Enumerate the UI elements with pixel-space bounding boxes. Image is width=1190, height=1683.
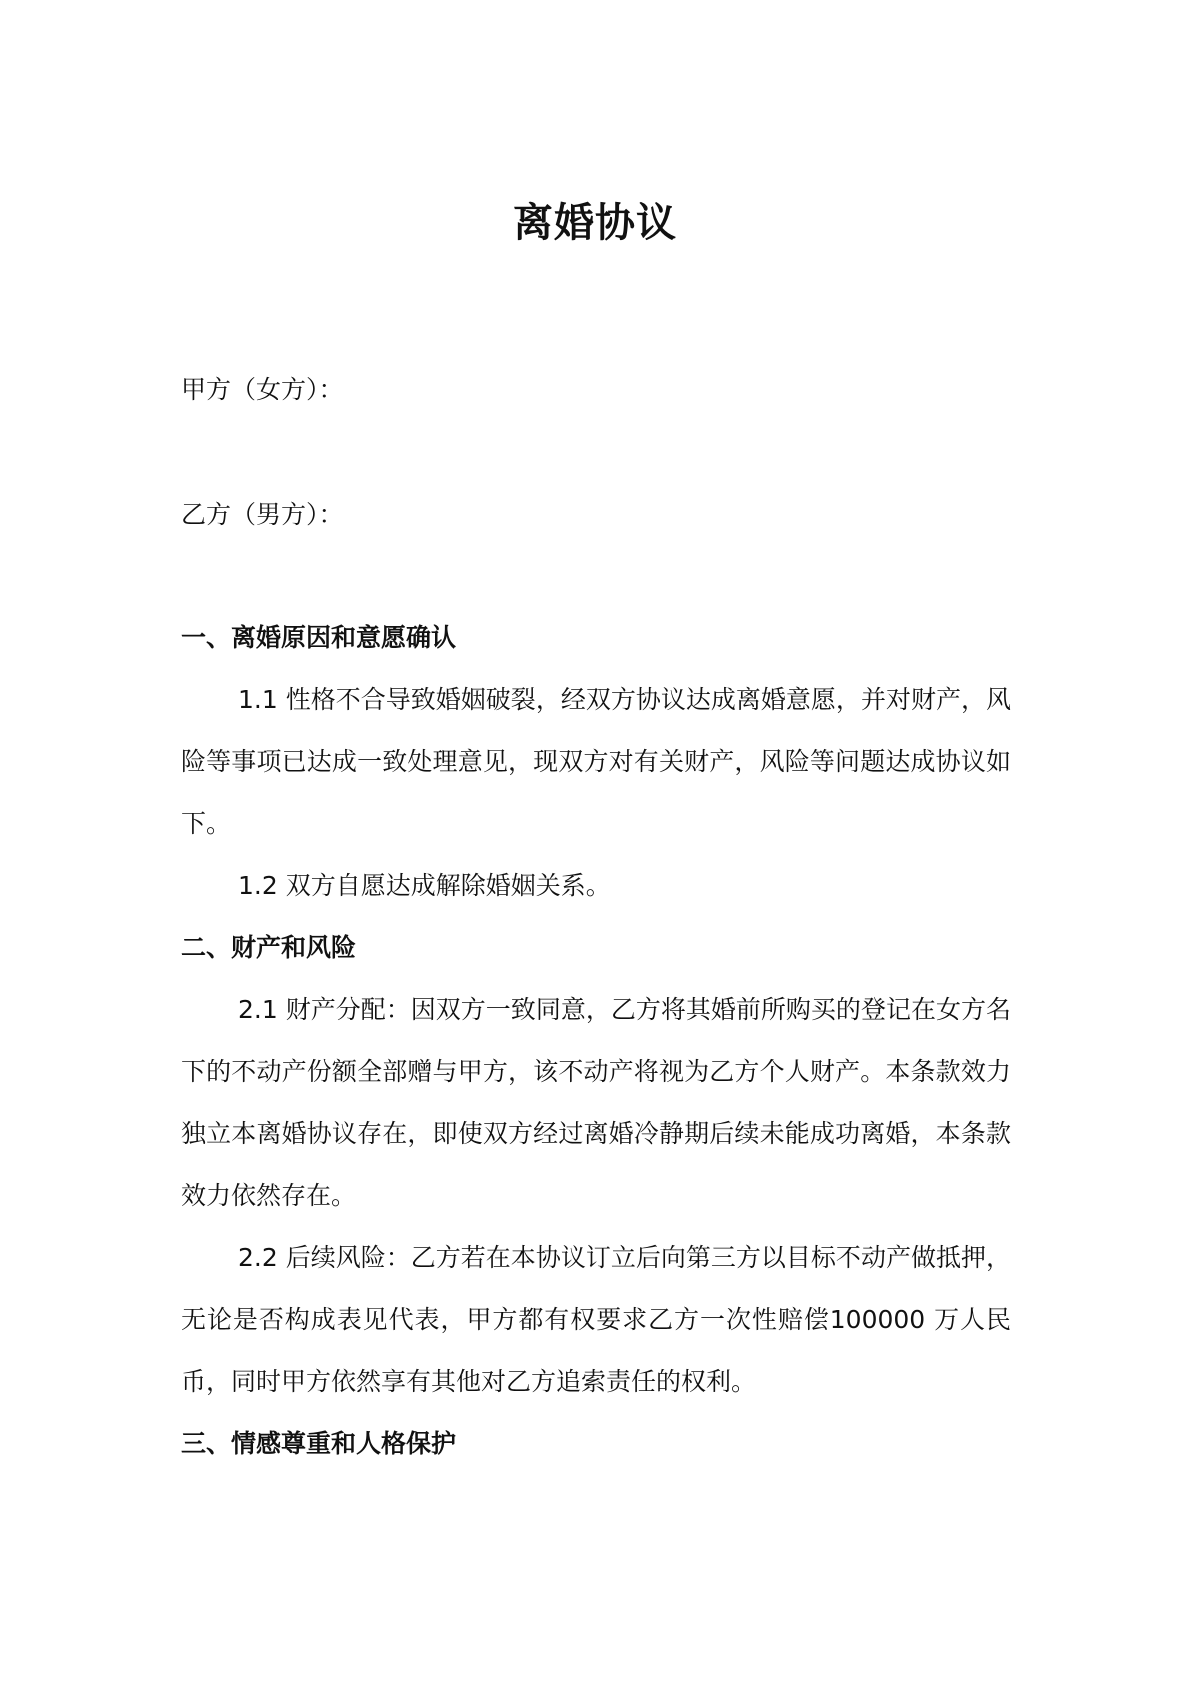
paragraph: 1.2 双方自愿达成解除婚姻关系。 xyxy=(238,871,611,900)
section-heading: 二、财产和风险 xyxy=(181,933,357,962)
section-heading: 一、离婚原因和意愿确认 xyxy=(181,623,457,652)
party-b-label: 乙方（男方）： xyxy=(181,500,344,529)
paragraph: 1.1 性格不合导致婚姻破裂，经双方协议达成离婚意愿，并对财产，风险等事项已达成一致处理意见，现双方对有关财产，风险等问题达成协议如下。 xyxy=(181,685,1011,838)
paragraph: 2.2 后续风险：乙方若在本协议订立后向第三方以目标不动产做抵押，无论是否构成表见代表，甲方都有权要求乙方一次性赔偿100000 万人民币，同时甲方依然享有其他对乙方追索责任的权利。 xyxy=(181,1243,1011,1396)
paragraph: 2.1 财产分配：因双方一致同意，乙方将其婚前所购买的登记在女方名下的不动产份额全部赠与甲方，该不动产将视为乙方个人财产。本条款效力独立本离婚协议存在，即使双方经过离婚冷静期后续未能成功离婚，本条款效力依然存在。 xyxy=(181,995,1011,1210)
party-a-label: 甲方（女方）： xyxy=(181,375,344,404)
document-title: 离婚协议 xyxy=(513,200,677,246)
section-heading: 三、情感尊重和人格保护 xyxy=(181,1429,457,1458)
document-body xyxy=(181,620,1011,1462)
